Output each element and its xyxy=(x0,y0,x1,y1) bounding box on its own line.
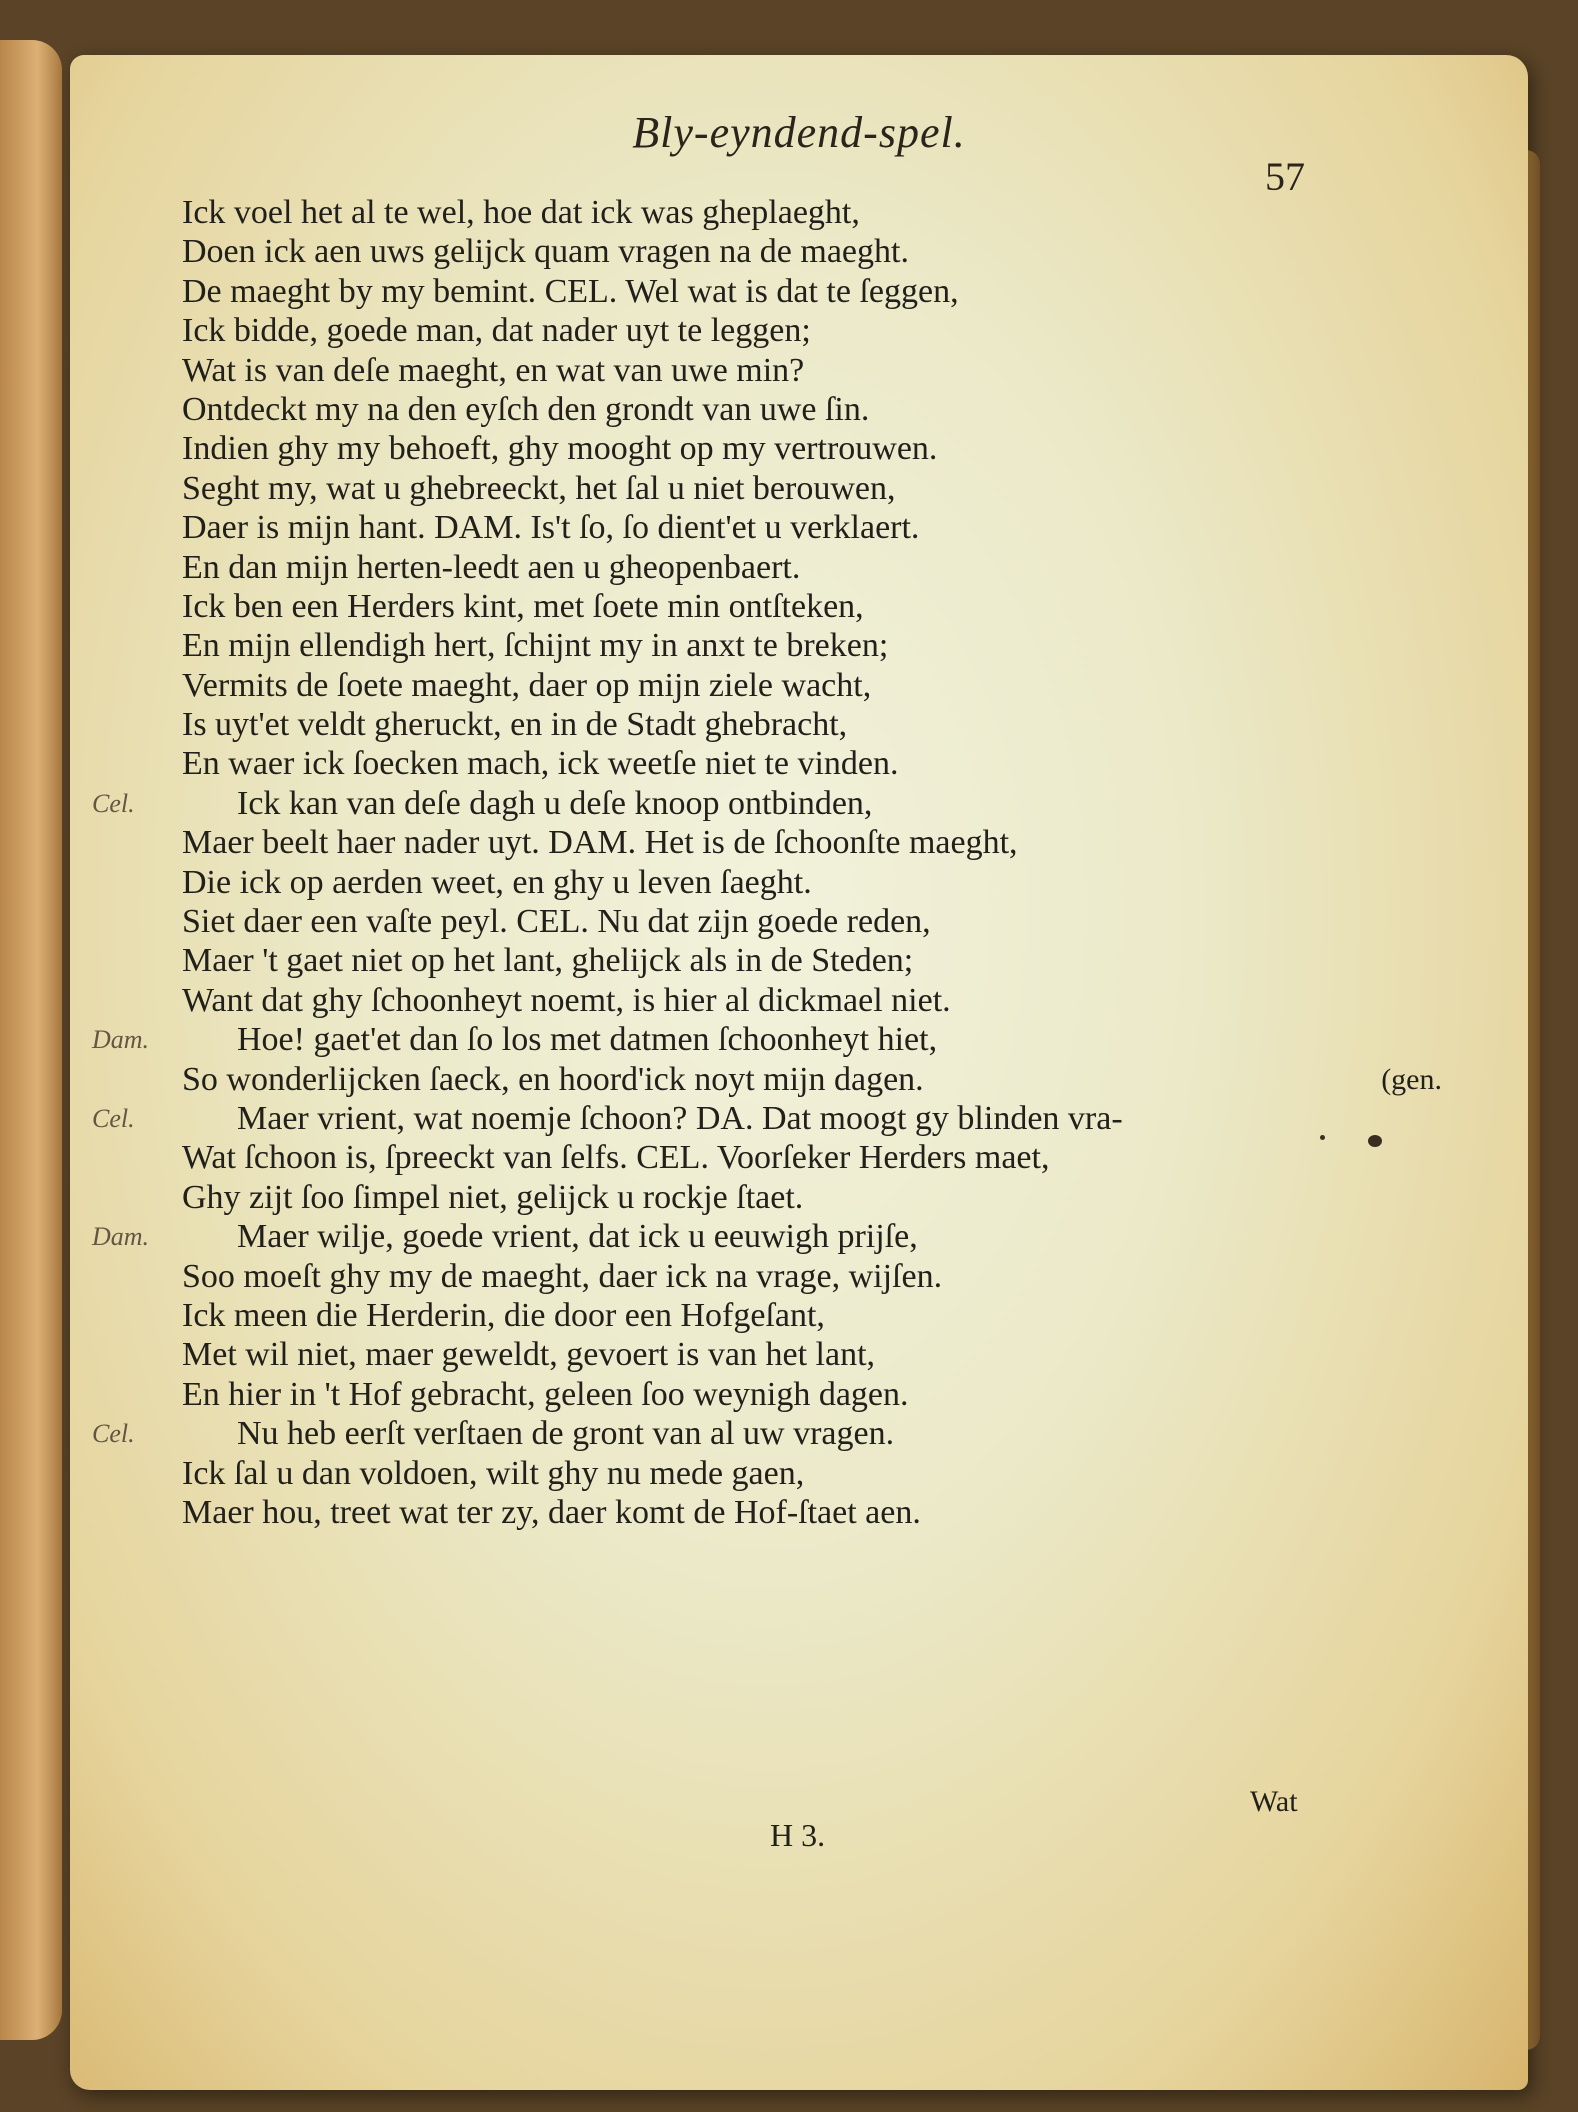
running-head: Bly-eyndend-spel. xyxy=(632,108,966,157)
verse-line xyxy=(182,469,1412,508)
speaker-label: Cel. xyxy=(92,788,135,818)
verse-line xyxy=(182,863,1412,902)
verse-line xyxy=(182,351,1412,390)
verse-text: Ick ben een Herders kint, met ſoete min ontſteken, xyxy=(182,587,864,625)
turnover-text: (gen. xyxy=(1381,1062,1442,1096)
verse-line xyxy=(92,1020,1412,1059)
verse-text: Wat is van deſe maeght, en wat van uwe min? xyxy=(182,351,805,389)
verse-text: Ontdeckt my na den eyſch den grondt van uwe ſin. xyxy=(182,390,870,428)
verse-line xyxy=(182,548,1412,587)
verse-text: Ick meen die Herderin, die door een Hofgeſant, xyxy=(182,1296,825,1334)
verse-line xyxy=(182,1138,1412,1177)
verse-text: Siet daer een vaſte peyl. CEL. Nu dat zijn goede reden, xyxy=(182,903,931,941)
verse-text: Maer vrient, wat noemje ſchoon? DA. Dat moogt gy blinden vra- xyxy=(237,1099,1123,1137)
verse-text: Maer 't gaet niet op het lant, ghelijck als in de Steden; xyxy=(182,942,914,980)
verse-line xyxy=(182,626,1412,665)
verse-line xyxy=(182,744,1412,783)
verse-text: Ick voel het al te wel, hoe dat ick was gheplaeght, xyxy=(182,194,860,231)
verse-line xyxy=(182,705,1412,744)
verse-line xyxy=(182,193,1412,232)
verse-text: En hier in 't Hof gebracht, geleen ſoo weynigh dagen. xyxy=(182,1375,909,1413)
speaker-label: Dam. xyxy=(92,1222,150,1252)
verse-block xyxy=(92,193,1442,1532)
verse-text: Seght my, wat u ghebreeckt, het ſal u niet berouwen, xyxy=(182,469,896,507)
page-number: 57 xyxy=(1265,154,1305,199)
verse-line xyxy=(182,587,1412,626)
verse-text: En mijn ellendigh hert, ſchijnt my in anxt te breken; xyxy=(182,627,889,665)
verse-text: Ick ſal u dan voldoen, wilt ghy nu mede gaen, xyxy=(182,1454,805,1492)
verse-line xyxy=(182,981,1412,1020)
verse-text: Ghy zijt ſoo ſimpel niet, gelijck u rockje ſtaet. xyxy=(182,1178,804,1216)
verse-text: Met wil niet, maer geweldt, gevoert is van het lant, xyxy=(182,1336,876,1374)
verse-line xyxy=(182,1335,1412,1374)
verse-line xyxy=(182,429,1412,468)
verse-text: En waer ick ſoecken mach, ick weetſe niet te vinden. xyxy=(182,745,899,783)
speaker-label: Dam. xyxy=(92,1025,150,1055)
verse-text: En dan mijn herten-leedt aen u gheopenbaert. xyxy=(182,548,801,586)
verse-text: Wat ſchoon is, ſpreeckt van ſelfs. CEL. Voorſeker Herders maet, xyxy=(182,1139,1050,1177)
facing-page-edge xyxy=(0,40,62,2040)
verse-text: So wonderlijcken ſaeck, en hoord'ick noyt mijn dagen. xyxy=(182,1060,924,1098)
verse-text: Want dat ghy ſchoonheyt noemt, is hier al dickmael niet. xyxy=(182,981,951,1019)
catchword: Wat xyxy=(1250,1785,1298,1818)
ink-stain xyxy=(1368,1135,1382,1147)
verse-text: Die ick op aerden weet, en ghy u leven ſaeght. xyxy=(182,863,812,901)
signature-mark: H 3. xyxy=(770,1817,826,1853)
verse-text: Soo moeſt ghy my de maeght, daer ick na vrage, wijſen. xyxy=(182,1257,943,1295)
verse-line xyxy=(182,823,1412,862)
verse-line xyxy=(182,941,1412,980)
verse-line xyxy=(182,1060,1442,1099)
verse-text: Maer wilje, goede vrient, dat ick u eeuwigh prijſe, xyxy=(237,1218,918,1256)
verse-line xyxy=(182,1375,1412,1414)
verse-line xyxy=(182,311,1412,350)
verse-line xyxy=(182,272,1412,311)
verse-line xyxy=(182,508,1412,547)
verse-text: Maer hou, treet wat ter zy, daer komt de Hof-ſtaet aen. xyxy=(182,1493,921,1531)
verse-text: Ick kan van deſe dagh u deſe knoop ontbinden, xyxy=(237,784,873,822)
verse-line xyxy=(92,1414,1412,1453)
verse-text: Ick bidde, goede man, dat nader uyt te leggen; xyxy=(182,312,811,350)
verse-line xyxy=(182,1493,1412,1532)
book-page xyxy=(70,55,1528,2090)
verse-line xyxy=(92,784,1412,823)
verse-text: Vermits de ſoete maeght, daer op mijn ziele wacht, xyxy=(182,666,872,704)
verse-line xyxy=(182,232,1412,271)
verse-line xyxy=(92,1099,1412,1138)
verse-line xyxy=(182,902,1412,941)
ink-stain xyxy=(1320,1135,1325,1140)
verse-line xyxy=(182,1454,1412,1493)
verse-text: Maer beelt haer nader uyt. DAM. Het is de ſchoonſte maeght, xyxy=(182,824,1018,862)
verse-text: Daer is mijn hant. DAM. Is't ſo, ſo dient'et u verklaert. xyxy=(182,509,920,547)
verse-line xyxy=(182,666,1412,705)
verse-text: Doen ick aen uws gelijck quam vragen na de maeght. xyxy=(182,233,909,271)
verse-text: De maeght by my bemint. CEL. Wel wat is dat te ſeggen, xyxy=(182,272,959,310)
verse-line xyxy=(182,1257,1412,1296)
speaker-label: Cel. xyxy=(92,1103,135,1133)
verse-text: Is uyt'et veldt gheruckt, en in de Stadt ghebracht, xyxy=(182,706,848,744)
verse-line xyxy=(182,1178,1412,1217)
speaker-label: Cel. xyxy=(92,1419,135,1449)
verse-line xyxy=(182,390,1412,429)
verse-line xyxy=(182,1296,1412,1335)
verse-text: Nu heb eerſt verſtaen de gront van al uw vragen. xyxy=(237,1415,895,1453)
verse-text: Hoe! gaet'et dan ſo los met datmen ſchoonheyt hiet, xyxy=(237,1021,938,1059)
verse-line xyxy=(92,1217,1412,1256)
verse-text: Indien ghy my behoeft, ghy mooght op my vertrouwen. xyxy=(182,430,938,468)
